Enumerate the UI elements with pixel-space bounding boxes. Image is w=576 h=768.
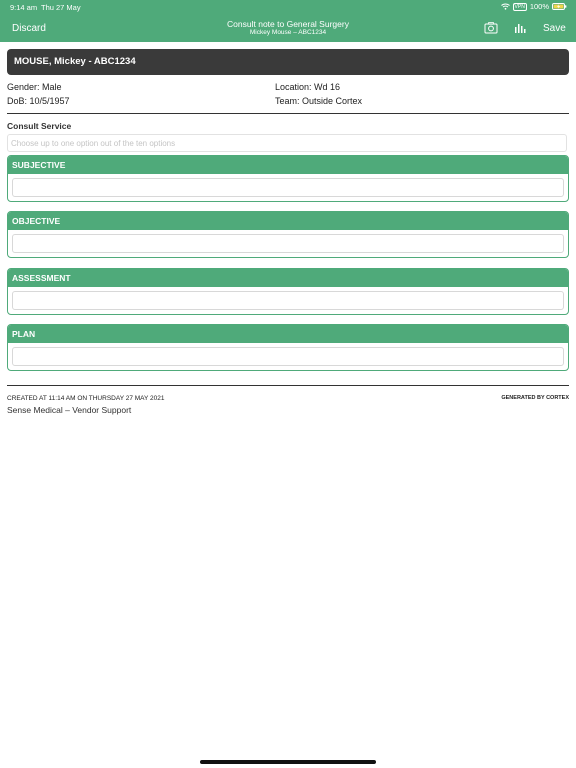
save-button[interactable]: Save: [543, 23, 566, 34]
plan-input[interactable]: [12, 347, 564, 366]
assessment-section: [7, 268, 569, 315]
consult-service-select[interactable]: Choose up to one option out of the ten options: [7, 134, 567, 152]
vpn-badge: VPN: [514, 3, 525, 10]
patient-location: Location: Wd 16: [275, 82, 341, 92]
divider: [7, 113, 569, 114]
objective-section: [7, 211, 569, 258]
created-timestamp: CREATED AT 11:14 AM ON THURSDAY 27 MAY 2021: [7, 395, 165, 402]
battery-percent: 100%: [529, 2, 549, 11]
section-title: PLAN: [8, 325, 568, 343]
battery-charging-icon: [552, 3, 567, 10]
app-header: [0, 0, 576, 42]
consult-service-label: Consult Service: [7, 121, 72, 131]
camera-button[interactable]: [484, 21, 498, 35]
section-title: ASSESSMENT: [8, 269, 568, 287]
section-title: OBJECTIVE: [8, 212, 568, 230]
status-bar: [0, 0, 576, 14]
page-title: Consult note to General Surgery: [227, 19, 349, 29]
plan-section: [7, 324, 569, 371]
patient-name: MOUSE, Mickey - ABC1234: [14, 56, 136, 67]
status-indicators: [501, 2, 567, 11]
page-subtitle: Mickey Mouse – ABC1234: [249, 29, 327, 36]
patient-dob: DoB: 10/5/1957: [7, 96, 70, 106]
vendor-support: Sense Medical – Vendor Support: [7, 405, 132, 415]
assessment-input[interactable]: [12, 291, 564, 310]
objective-input[interactable]: [12, 234, 564, 253]
patient-gender: Gender: Male: [7, 82, 62, 92]
patient-banner: [7, 49, 569, 75]
bar-chart-icon: [513, 21, 527, 35]
subjective-section: [7, 155, 569, 202]
patient-team: Team: Outside Cortex: [275, 96, 363, 106]
wifi-icon: [501, 3, 510, 10]
chart-button[interactable]: [513, 21, 527, 35]
section-title: SUBJECTIVE: [8, 156, 568, 174]
camera-icon: [484, 21, 498, 35]
discard-button[interactable]: Discard: [12, 23, 46, 34]
home-indicator[interactable]: [200, 760, 376, 764]
status-time: 9:14 am: [10, 3, 38, 12]
status-date: Thu 27 May: [41, 3, 81, 12]
footer-divider: [7, 385, 569, 386]
subjective-input[interactable]: [12, 178, 564, 197]
generated-by: GENERATED BY CORTEX: [501, 395, 569, 401]
